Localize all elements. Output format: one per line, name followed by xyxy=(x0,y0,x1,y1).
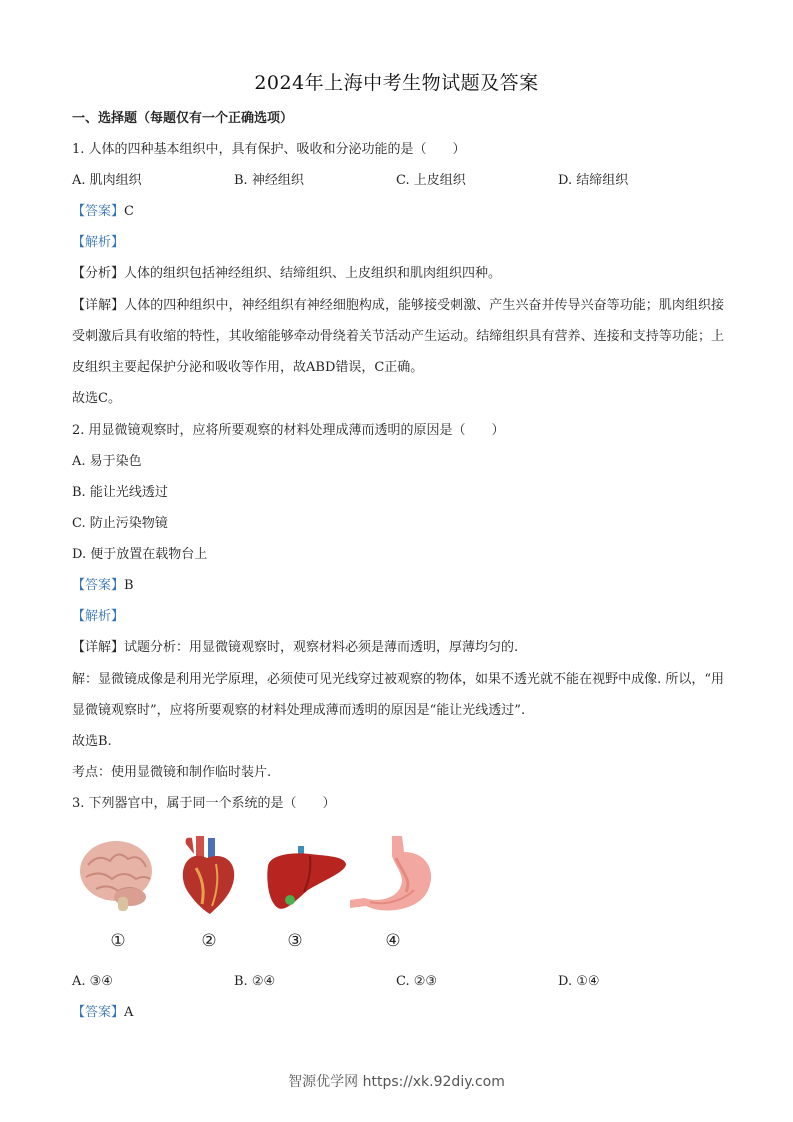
q3-option-a: A. ③④ xyxy=(72,974,113,989)
heart-icon xyxy=(176,834,238,916)
q1-fenxi xyxy=(72,266,501,282)
q2-option-b: B. 能让光线透过 xyxy=(72,485,168,500)
liver-icon xyxy=(264,846,348,914)
organ-number-2: ② xyxy=(201,931,217,951)
question-3-stem: 3. 下列器官中，属于同一个系统的是（ ） xyxy=(72,796,336,811)
answer-value: A xyxy=(124,1005,134,1020)
q1-detail xyxy=(72,290,724,383)
detail-text: 人体的四种组织中，神经组织有神经细胞构成，能够接受刺激、产生兴奋并传导兴奋等功能；肌肉组织接受刺激后具有收缩的特性，其收缩能够牵动骨绕着关节活动产生运动。结缔组织具有营养、连接和支持等功能；上皮组织主要起保护分泌和吸收等作用，故ABD错误，C正确。 xyxy=(72,298,724,375)
q2-option-d: D. 便于放置在载物台上 xyxy=(72,547,208,562)
q1-analysis-tag: 【解析】 xyxy=(72,235,125,250)
footer-watermark: 智源优学网 https://xk.92diy.com xyxy=(288,1074,505,1090)
detail-tag: 【详解】 xyxy=(72,640,125,655)
q3-option-b: B. ②④ xyxy=(234,974,276,989)
organ-number-1: ① xyxy=(110,931,126,951)
q1-option-c: C. 上皮组织 xyxy=(396,173,466,188)
fenxi-tag: 【分析】 xyxy=(72,266,125,281)
q2-detail xyxy=(72,640,518,656)
q1-option-b: B. 神经组织 xyxy=(234,173,304,188)
page-title: 2024年上海中考生物试题及答案 xyxy=(254,72,539,94)
section-heading: 一、选择题（每题仅有一个正确选项） xyxy=(72,111,294,126)
q3-option-d: D. ①④ xyxy=(558,974,600,989)
q2-analysis-tag: 【解析】 xyxy=(72,609,125,624)
fenxi-text: 人体的组织包括神经组织、结缔组织、上皮组织和肌肉组织四种。 xyxy=(124,266,502,281)
question-1-stem: 1. 人体的四种基本组织中，具有保护、吸收和分泌功能的是（ ） xyxy=(72,142,466,157)
detail-text: 试题分析：用显微镜观察时，观察材料必须是薄而透明，厚薄均匀的. xyxy=(124,640,519,655)
q2-answer xyxy=(72,578,134,594)
q3-answer xyxy=(72,1005,133,1021)
organ-number-4: ④ xyxy=(385,931,401,951)
answer-value: B xyxy=(124,578,134,593)
q3-option-c: C. ②③ xyxy=(396,974,438,989)
q1-choose: 故选C。 xyxy=(72,391,121,406)
q2-jie: 解：显微镜成像是利用光学原理，必须使可见光线穿过被观察的物体，如果不透光就不能在视野中成像. 所以，“用显微镜观察时”，应将所要观察的材料处理成薄而透明的原因是“能让光线透过”. xyxy=(72,672,724,718)
q1-option-a: A. 肌肉组织 xyxy=(72,173,142,188)
q2-option-a: A. 易于染色 xyxy=(72,454,142,469)
answer-tag: 【答案】 xyxy=(72,578,125,593)
question-2-stem: 2. 用显微镜观察时，应将所要观察的材料处理成薄而透明的原因是（ ） xyxy=(72,423,505,438)
q2-option-c: C. 防止污染物镜 xyxy=(72,516,168,531)
q1-answer xyxy=(72,204,134,220)
answer-value: C xyxy=(124,204,134,219)
organ-number-3: ③ xyxy=(287,931,303,951)
brain-icon xyxy=(78,835,154,915)
stomach-icon xyxy=(348,834,438,918)
q1-option-d: D. 结缔组织 xyxy=(558,173,629,188)
detail-tag: 【详解】 xyxy=(72,298,125,313)
answer-tag: 【答案】 xyxy=(72,204,125,219)
q2-choose: 故选B. xyxy=(72,734,112,749)
answer-tag: 【答案】 xyxy=(72,1005,125,1020)
q2-kaodian: 考点：使用显微镜和制作临时装片. xyxy=(72,765,272,780)
